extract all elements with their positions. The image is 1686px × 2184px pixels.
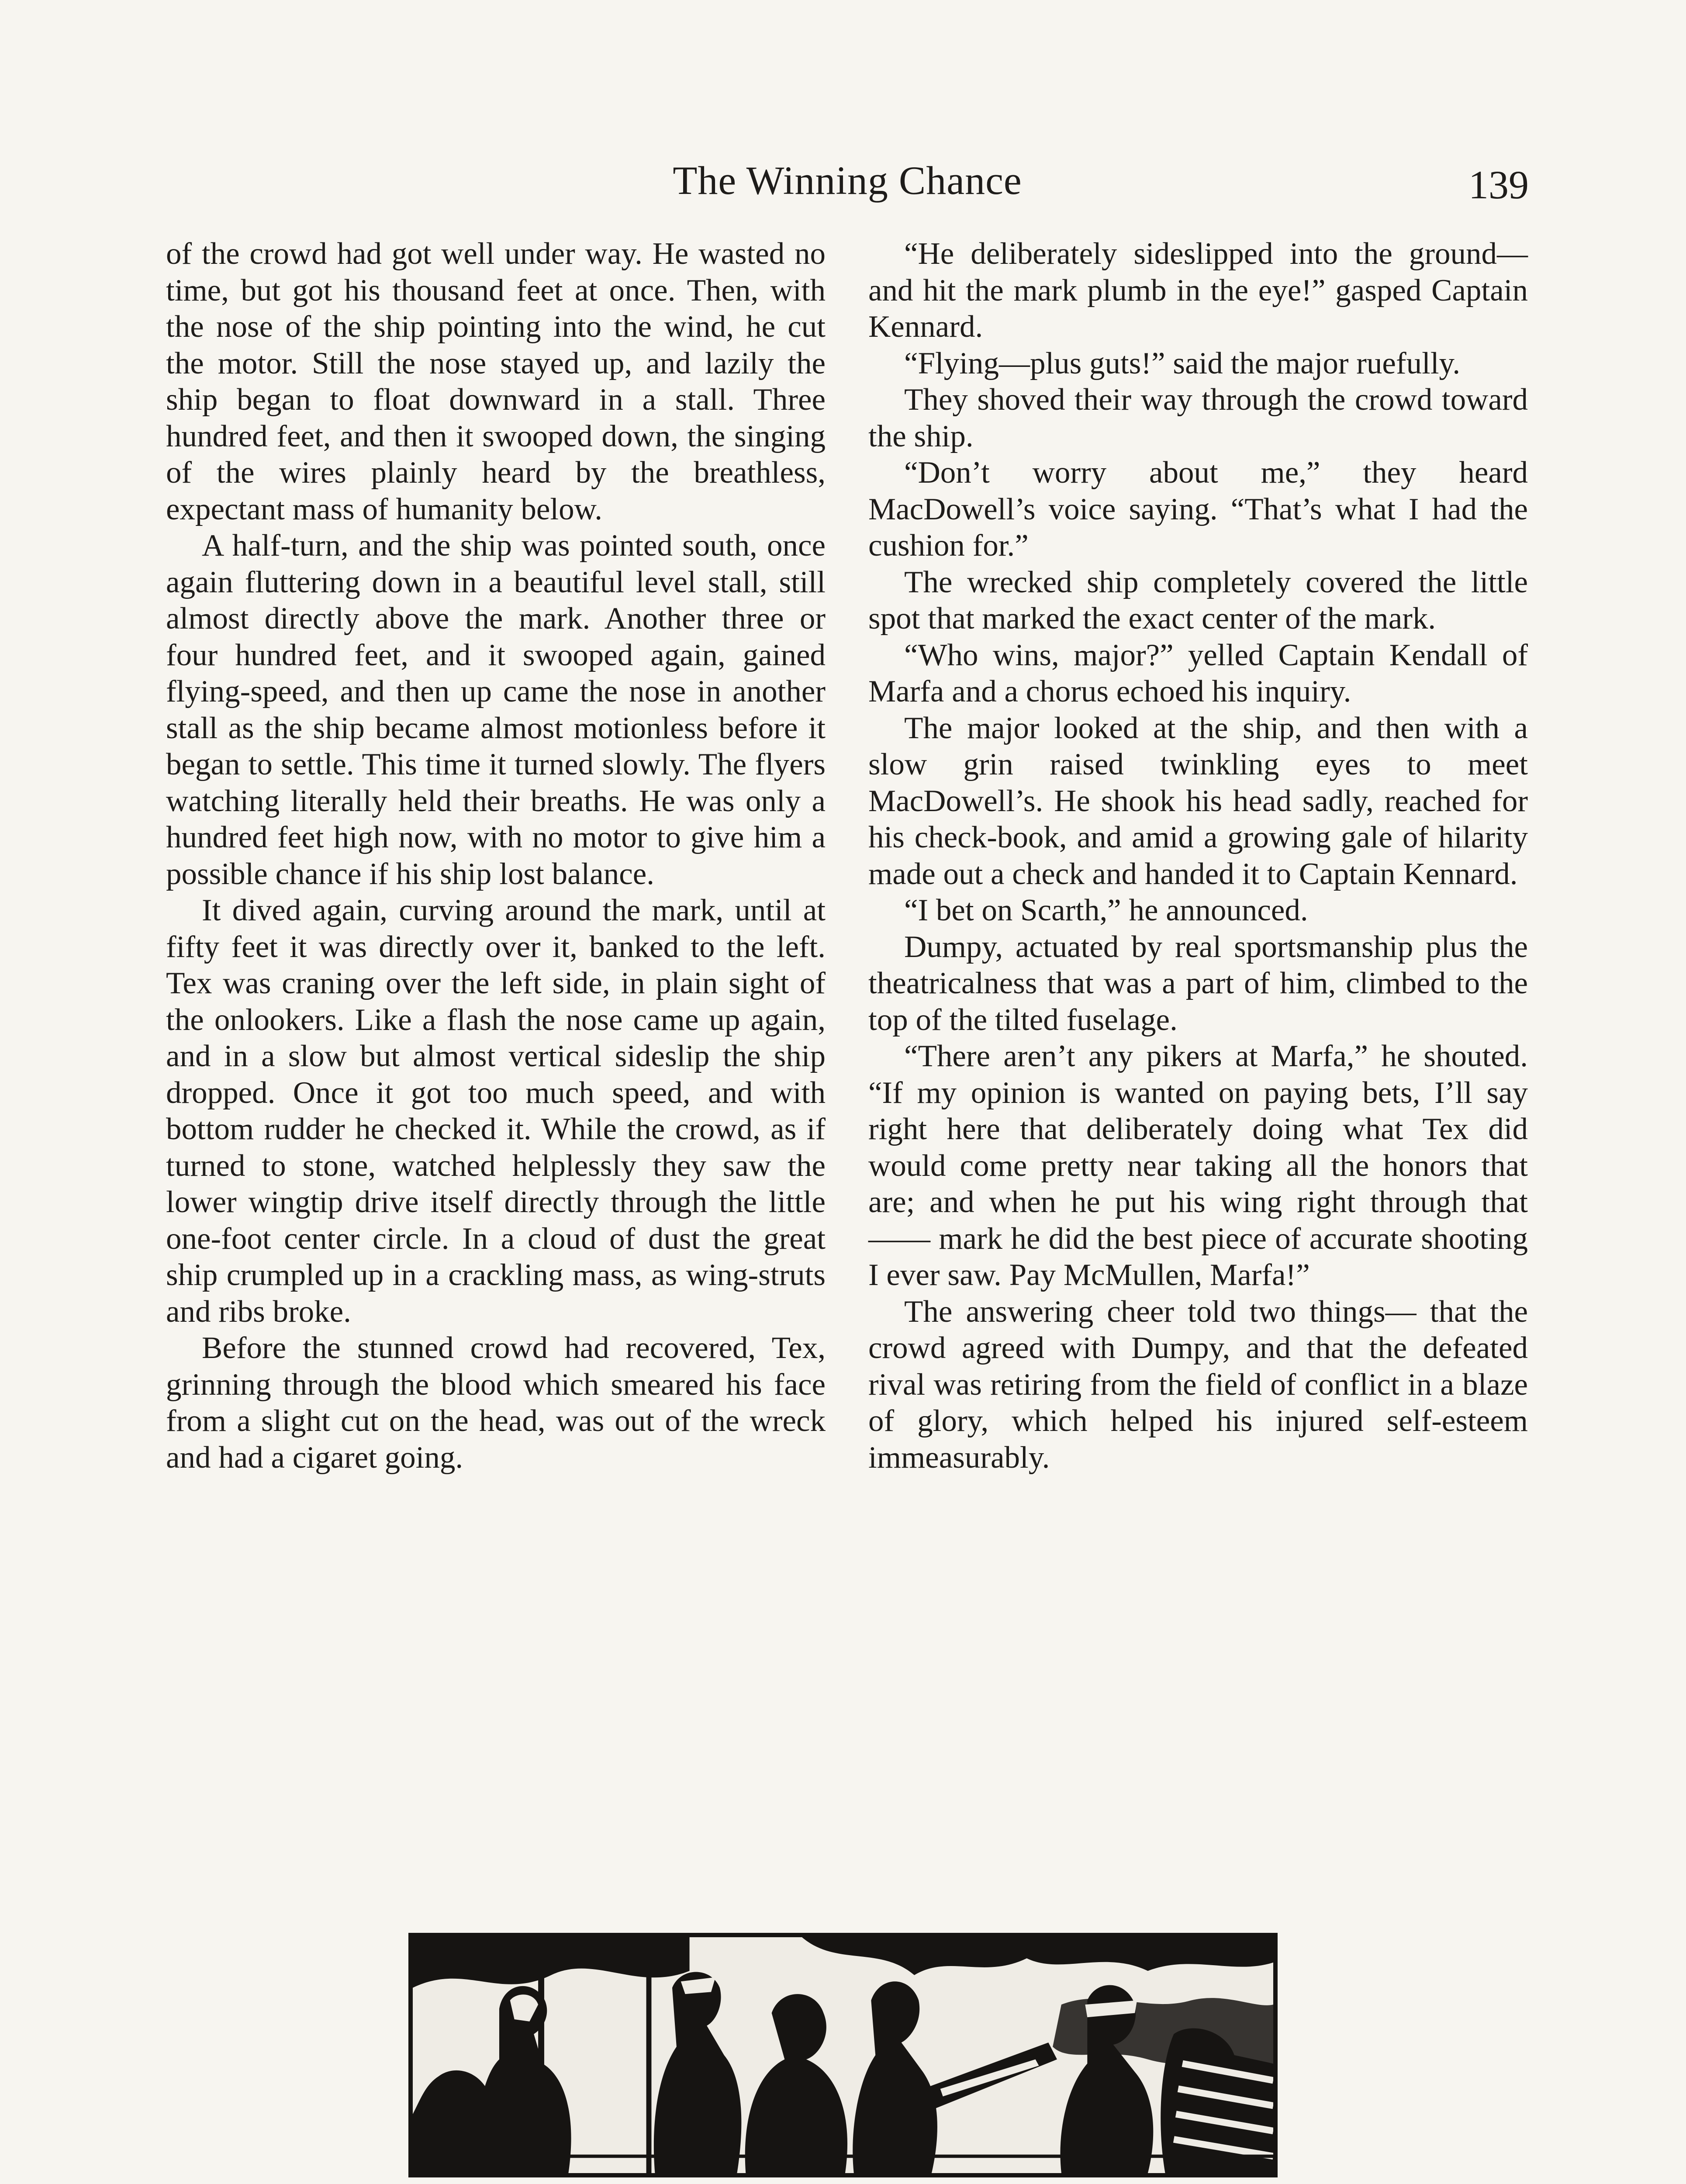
paragraph: “Flying—plus guts!” said the major ruefully.: [904, 346, 1461, 380]
paragraph: “I bet on Scarth,” he announced.: [904, 893, 1308, 927]
right-text-column: [868, 236, 1528, 1476]
illustration-drawing: [413, 1937, 1273, 2173]
paragraph: The answering cheer told two things— that the crowd agreed with Dumpy, and that the defeated rival was retiring from the field of conflict in a blaze of glory, which helped his injured self-esteem immeasurably.: [868, 1294, 1528, 1475]
woodcut-figures-illustration: [408, 1933, 1278, 2177]
paragraph: of the crowd had got well under way. He wasted no time, but got his thousand feet at once. Then, with the nose of the ship pointing into the wind, he cut the motor. Still the nose stayed up, and lazily the ship began to float downward in a stall. Three hundred feet, and then it swooped down, the singing of the wires plainly heard by the breathless, expectant mass of humanity below.: [166, 237, 826, 526]
paragraph: Before the stunned crowd had recovered, Tex, grinning through the blood which smeared his face from a slight cut on the head, was out of the wreck and had a cigaret going.: [166, 1331, 826, 1475]
paragraph: A half-turn, and the ship was pointed south, once again fluttering down in a beautiful level stall, still almost directly above the mark. Another three or four hundred feet, and it swooped again, gained flying-speed, and then up came the nose in another stall as the ship became almost motionless before it began to settle. This time it turned slowly. The flyers watching literally held their breaths. He was only a hundred feet high now, with no motor to give him a possible chance if his ship lost balance.: [166, 529, 826, 891]
left-text-column: [166, 236, 826, 1476]
paragraph: “Who wins, major?” yelled Captain Kendall of Marfa and a chorus echoed his inquiry.: [868, 638, 1528, 708]
paragraph: “He deliberately sideslipped into the ground—and hit the mark plumb in the eye!” gasped Captain Kennard.: [868, 237, 1528, 344]
paragraph: It dived again, curving around the mark, until at fifty feet it was directly over it, banked to the left. Tex was craning over the left side, in plain sight of the onlookers. Like a flash the nose came up again, and in a slow but almost vertical sideslip the ship dropped. Once it got too much speed, and with bottom rudder he checked it. While the crowd, as if turned to stone, watched helplessly they saw the lower wingtip drive itself directly through the little one-foot center circle. In a cloud of dust the great ship crumpled up in a crackling mass, as wing-struts and ribs broke.: [166, 893, 826, 1329]
paragraph: The major looked at the ship, and then with a slow grin raised twinkling eyes to meet MacDowell’s. He shook his head sadly, reached for his check-book, and amid a growing gale of hilarity made out a check and handed it to Captain Kennard.: [868, 711, 1528, 891]
paragraph: “There aren’t any pikers at Marfa,” he shouted. “If my opinion is wanted on paying bets, I’ll say right here that deliberately doing what Tex did would come pretty near taking all the honors that are; and when he put his wing right through that —— mark he did the best piece of accurate shooting I ever saw. Pay McMullen, Marfa!”: [868, 1039, 1528, 1292]
paragraph: They shoved their way through the crowd toward the ship.: [868, 383, 1528, 453]
running-title: The Winning Chance: [673, 158, 1022, 203]
page-number: 139: [1468, 162, 1529, 207]
paragraph: “Don’t worry about me,” they heard MacDowell’s voice saying. “That’s what I had the cushion for.”: [868, 456, 1528, 563]
page-header: [166, 149, 1529, 210]
paragraph: Dumpy, actuated by real sportsmanship plus the theatricalness that was a part of him, climbed to the top of the tilted fuselage.: [868, 930, 1528, 1037]
paragraph: The wrecked ship completely covered the little spot that marked the exact center of the mark.: [868, 565, 1528, 636]
